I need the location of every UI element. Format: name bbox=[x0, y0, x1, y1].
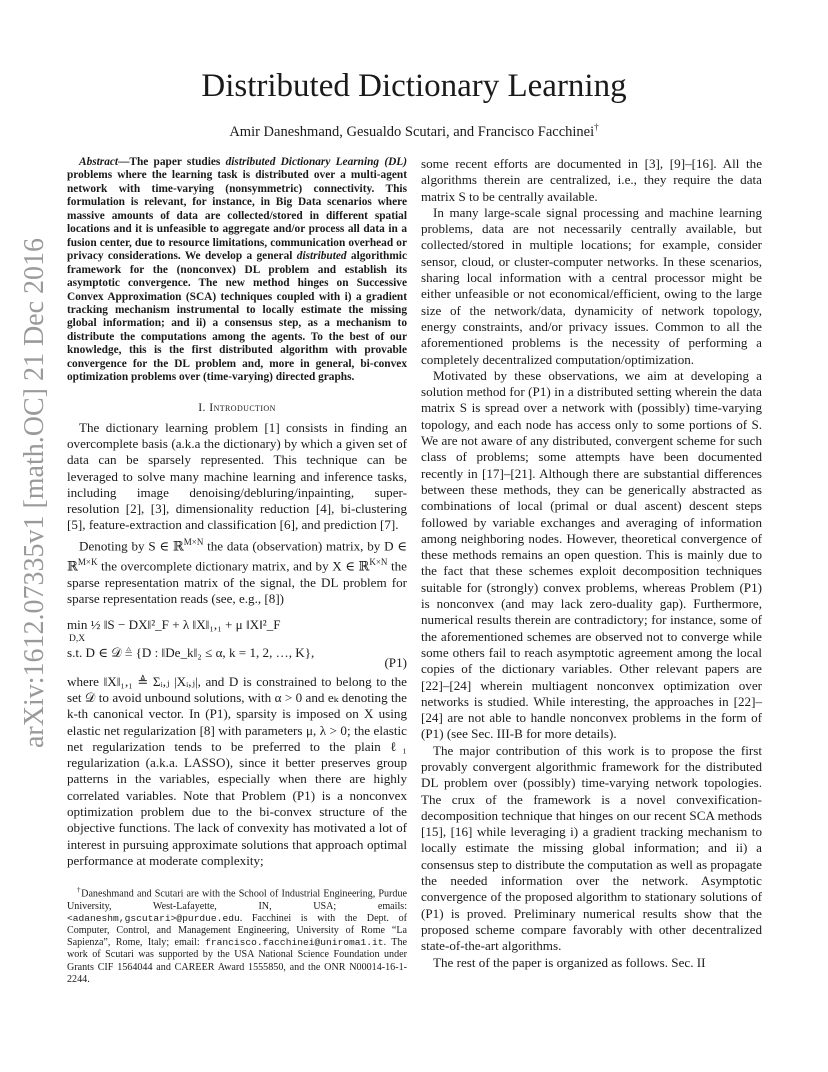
equation-label: (P1) bbox=[384, 654, 407, 670]
text-run: Daneshmand and Scutari are with the School of Industrial Engineering, Purdue University, West-Lafayette, IN, USA; emails: bbox=[67, 888, 407, 912]
abstract bbox=[67, 156, 407, 385]
superscript: M×K bbox=[77, 557, 98, 568]
paper-title: Distributed Dictionary Learning bbox=[201, 68, 627, 104]
text-run: . Facchinei is with the Dept. of Computer, Control, and Management Engineering, University of Rome “La Sapienza”, Rome, Italy; email: bbox=[67, 912, 407, 949]
abstract-text: problems where the learning task is distributed over a multi-agent network with time-varying (nonsymmetric) connectivity. This formulation is relevant, for instance, in Big Data scenarios where massive amounts of data are collected/stored in different spatial locations and it is unfeasible to aggregate and/or process all data in a fusion center, due to resource limitations, communication overhead or privacy considerations. We develop a general bbox=[67, 169, 407, 263]
email-address: francisco.facchinei@uniroma1.it bbox=[205, 937, 384, 949]
footnote-mark: † bbox=[77, 886, 82, 894]
equation-objective bbox=[67, 616, 281, 644]
footnote bbox=[67, 884, 407, 986]
equation-p1 bbox=[67, 614, 407, 670]
footnote-text bbox=[67, 884, 407, 986]
abstract-text: algorithmic framework for the (nonconvex) DL problem and establish its asymptotic convergence. The new method hinges on Successive Convex Approximation (SCA) techniques coupled with i) a gradient tracking mechanism instrumental to locally estimate the missing global information; and ii) a consensus step, as a mechanism to distribute the computations among the agents. To the best of our knowledge, this is the first distributed algorithm with provable convergence for the DL problem and, more in general, bi-convex optimization problems over (time-varying) directed graphs. bbox=[67, 250, 407, 384]
intro-paragraph-1: The dictionary learning problem [1] consists in finding an overcomplete basis (a.k.a the dictionary) by which a given set of data can be sparsely represented. This technique can be leveraged to solve many machine learning and inference tasks, including image denoising/debluring/inpainting, super-resolution [2], [3], dimensionality reduction [4], bi-clustering [5], feature-extraction and classification [6], and prediction [7]. bbox=[67, 419, 407, 533]
abstract-emphasis: distributed bbox=[296, 250, 347, 263]
authors-footnote-mark: † bbox=[594, 122, 599, 132]
authors-text: Amir Daneshmand, Gesualdo Scutari, and Francisco Facchinei bbox=[229, 123, 595, 140]
equation-constraint: s.t. D ∈ 𝒟 ≜ {D : ‖De_k‖₂ ≤ α, k = 1, 2, …, K}, bbox=[67, 644, 315, 660]
abstract-emphasis: distributed Dictionary Learning (DL) bbox=[225, 156, 407, 168]
superscript: K×N bbox=[369, 557, 388, 568]
text-run: the sparse representation matrix of the signal, the DL problem for sparse representation reads (see, e.g., [8]) bbox=[67, 558, 407, 607]
text-run: the overcomplete dictionary matrix, and by X ∈ ℝ bbox=[97, 558, 370, 574]
left-column bbox=[67, 156, 407, 869]
text-run: . The work of Scutari was supported by the USA National Science Foundation under Grants CIF 1564044 and CAREER Award 1555850, and the ONR N00014-16-1-2244. bbox=[67, 937, 407, 985]
right-paragraph-2: In many large-scale signal processing and machine learning problems, data are not necessarily centrally available, but collected/stored in multiple locations; for example, consider sensor, cloud, or cluster-computer networks. In these scenarios, sharing local information with a central processor might be either unfeasible or not economical/efficient, owing to the large size of the network/data, dynamicity of network topology, energy constraints, and/or privacy issues. Common to all the aforementioned problems is the necessity of performing a completely decentralized computation/optimization. bbox=[421, 204, 762, 367]
abstract-lead: Abstract bbox=[79, 156, 119, 168]
section-heading bbox=[67, 400, 407, 414]
text-run: Denoting by S ∈ ℝ bbox=[79, 538, 184, 554]
right-column bbox=[421, 156, 762, 971]
email-address: <adaneshm,gscutari>@purdue.edu bbox=[67, 912, 240, 924]
arxiv-identifier-text: arXiv:1612.07335v1 [math.OC] 21 Dec 2016 bbox=[19, 237, 50, 748]
right-paragraph-3: Motivated by these observations, we aim at developing a solution method for (P1) in a distributed setting wherein the data matrix S is spread over a network with (possibly) time-varying topology, and each node has access only to some portions of S. We are not aware of any distributed, convergent scheme for such class of problems; some attempts have been documented recently in [17]–[21]. Although there are substantial differences between these methods, they can be generically abstracted as combinations of local (primal or dual ascent) descent steps followed by variable exchanges and averaging of information among neighboring nodes. However, theoretical convergence of these methods remains an open question. This is mainly due to the fact that these schemes exploit decomposition techniques suitable for (strongly) convex problems, whereas Problem (P1) is nonconvex (and may lack zero-duality gap). Furthermore, numerical results therein are contradictory; for instance, some of the aforementioned schemes are observed not to converge while some others fail to reach asymptotic agreement among the local copies of the dictionary variables. Other relevant papers are [22]–[24] wherein multiagent nonconvex optimization over networks is studied. While interesting, the approaches in [22]–[24] are not able to handle nonconvex problems in the form of (P1) (see Sec. III-B for more details). bbox=[421, 367, 762, 742]
right-paragraph-1: some recent efforts are documented in [3], [9]–[16]. All the algorithms therein are centralized, i.e., they require the data matrix S to be centrally available. bbox=[421, 156, 762, 204]
right-paragraph-5: The rest of the paper is organized as follows. Sec. II bbox=[433, 954, 706, 970]
arxiv-identifier bbox=[12, 232, 52, 752]
right-paragraph-4: The major contribution of this work is to propose the first provably convergent algorithmic framework for the distributed DL problem over (possibly) time-varying network topologies. The crux of the framework is a novel convexification-decomposition technique that hinges on our recent SCA methods [15], [16] while leveraging i) a gradient tracking mechanism to locally estimate the missing global information; and ii) a consensus step to distribute the computation as well as propagate the needed information over the network. Asymptotic convergence of the proposed algorithm to stationary solutions of (P1) is proved. Preliminary numerical results show that the proposed scheme compare favorably with other decentralized state-of-the-art algorithms. bbox=[421, 742, 762, 954]
section-number: I. bbox=[198, 399, 206, 414]
text-run: the data (observation) matrix, by D ∈ ℝ bbox=[67, 538, 407, 574]
section-title: Introduction bbox=[209, 399, 276, 414]
intro-paragraph-2 bbox=[67, 534, 407, 608]
objective-text: min ½ ‖S − DX‖²_F + λ ‖X‖₁,₁ + μ ‖X‖²_F bbox=[67, 616, 281, 632]
author-list bbox=[0, 122, 828, 141]
abstract-text: —The paper studies bbox=[118, 156, 226, 168]
intro-paragraph-3: where ‖X‖₁,₁ ≜ Σᵢ,ⱼ |Xᵢ,ⱼ|, and D is constrained to belong to the set 𝒟 to avoid unbound solutions, with α > 0 and eₖ denoting the k-th canonical vector. In (P1), sparsity is imposed on X using elastic net regularization [8] with parameters μ, λ > 0; the elastic net regularization tends to be preferred to the plain ℓ₁ regularization (a.k.a. LASSO), since it better preserves group patterns in the variables, especially when there are highly correlated variables. Note that Problem (P1) is a nonconvex optimization problem due to the bi-convex structure of the objective functions. The lack of convexity has motivated a lot of interest in pursuing approximate solutions that approach optimal performance at moderate complexity; bbox=[67, 673, 407, 868]
min-subscript: D,X bbox=[69, 633, 86, 644]
superscript: M×N bbox=[183, 536, 204, 547]
